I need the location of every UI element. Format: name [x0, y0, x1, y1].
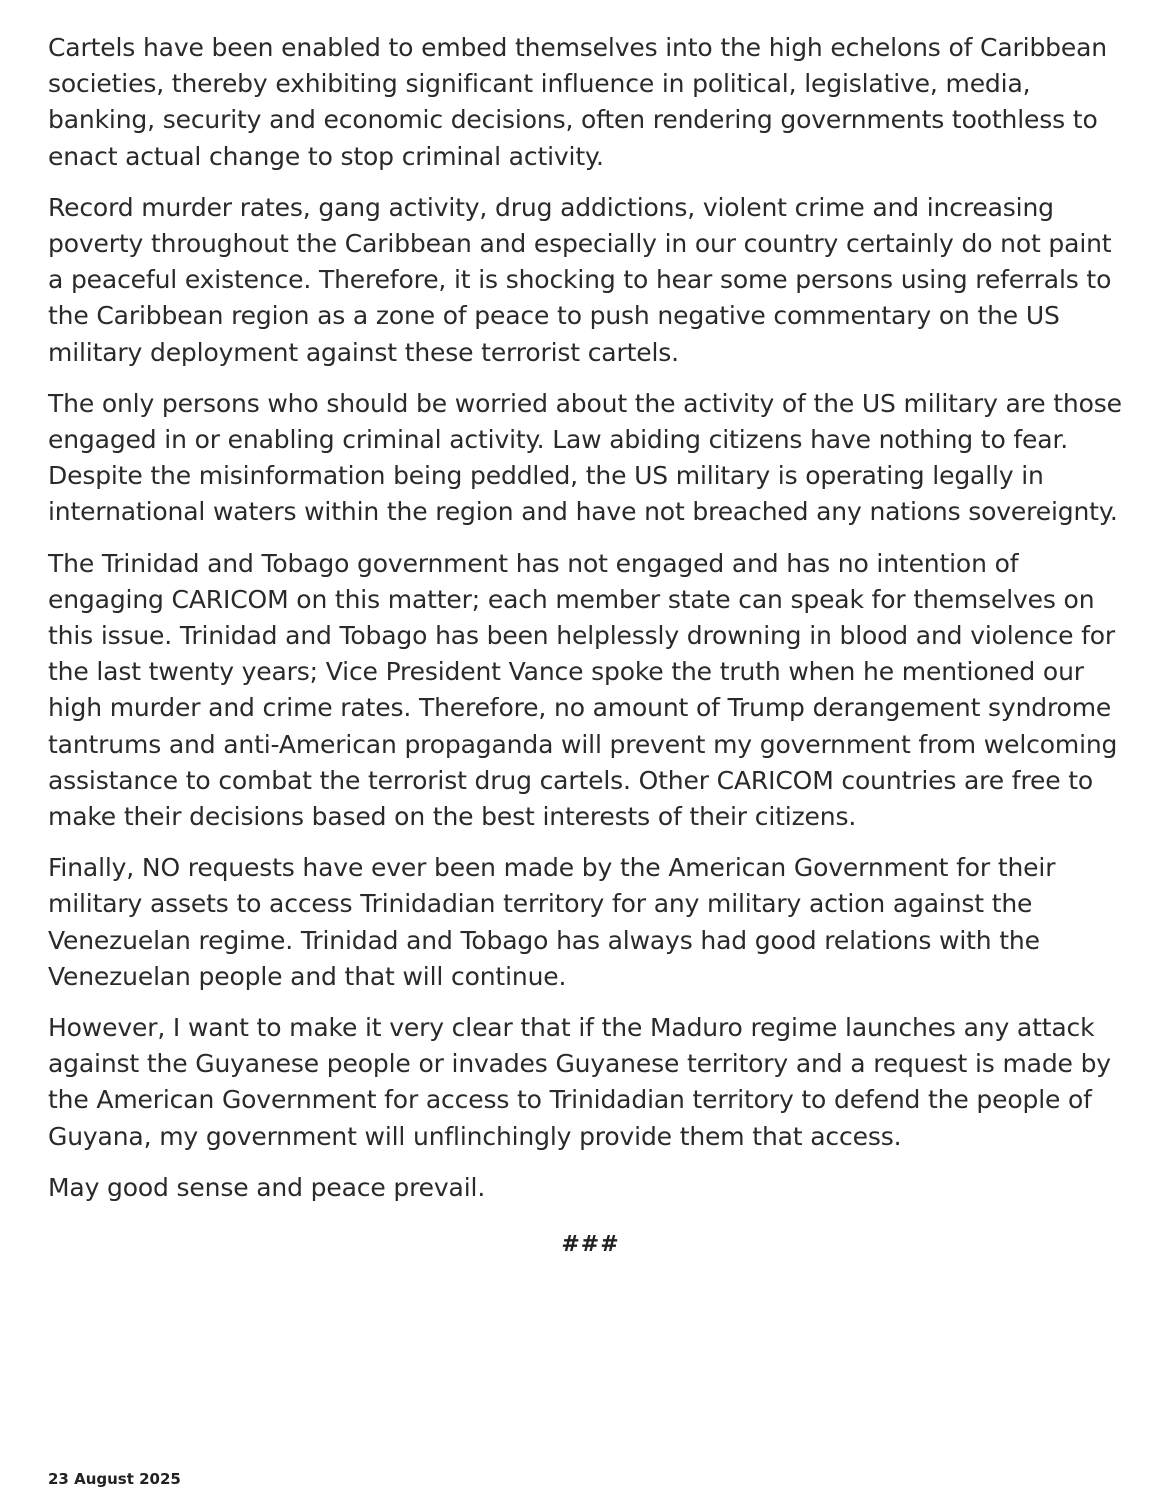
statement-date: 23 August 2025 [48, 1470, 181, 1488]
paragraph-cartels: Cartels have been enabled to embed themselves into the high echelons of Caribbean societies, thereby exhibiting significant influence in political, legislative, media, banking, security and economic decisions, often rendering governments toothless to enact actual change to stop criminal activity. [48, 33, 1107, 171]
paragraph-murder-rates: Record murder rates, gang activity, drug addictions, violent crime and increasing poverty throughout the Caribbean and especially in our country certainly do not paint a peaceful existence. Therefore, it is shocking to hear some persons using referrals to the Caribbean region as a zone of peace to push negative commentary on the US military deployment against these terrorist cartels. [48, 192, 1112, 367]
paragraph-maduro-regime: However, I want to make it very clear that if the Maduro regime launches any attack against the Guyanese people or invades Guyanese territory and a request is made by the American Government for access to Trinidadian territory to defend the people of Guyana, my government will unflinchingly provide them that access. [48, 1013, 1111, 1151]
paragraph-caricom: The Trinidad and Tobago government has not engaged and has no intention of engaging CARICOM on this matter; each member state can speak for themselves on this issue. Trinidad and Tobago has been helplessly drowning in blood and violence for the last twenty years; Vice President Vance spoke the truth when he mentioned our high murder and crime rates. Therefore, no amount of Trump derangement syndrome tantrums and anti-American propaganda will prevent my government from welcoming assistance to combat the terrorist drug cartels. Other CARICOM countries are free to make their decisions based on the best interests of their citizens. [48, 548, 1118, 832]
document-body [48, 30, 1133, 1257]
paragraph-no-requests: Finally, NO requests have ever been made by the American Government for their military assets to access Trinidadian territory for any military action against the Venezuelan regime. Trinidad and Tobago has always had good relations with the Venezuelan people and that will continue. [48, 853, 1056, 991]
paragraph-us-military: The only persons who should be worried about the activity of the US military are those engaged in or enabling criminal activity. Law abiding citizens have nothing to fear. Despite the misinformation being peddled, the US military is operating legally in international waters within the region and have not breached any nations sovereignty. [48, 388, 1122, 527]
paragraph-closing: May good sense and peace prevail. [48, 1172, 486, 1202]
end-separator: ### [561, 1232, 620, 1258]
